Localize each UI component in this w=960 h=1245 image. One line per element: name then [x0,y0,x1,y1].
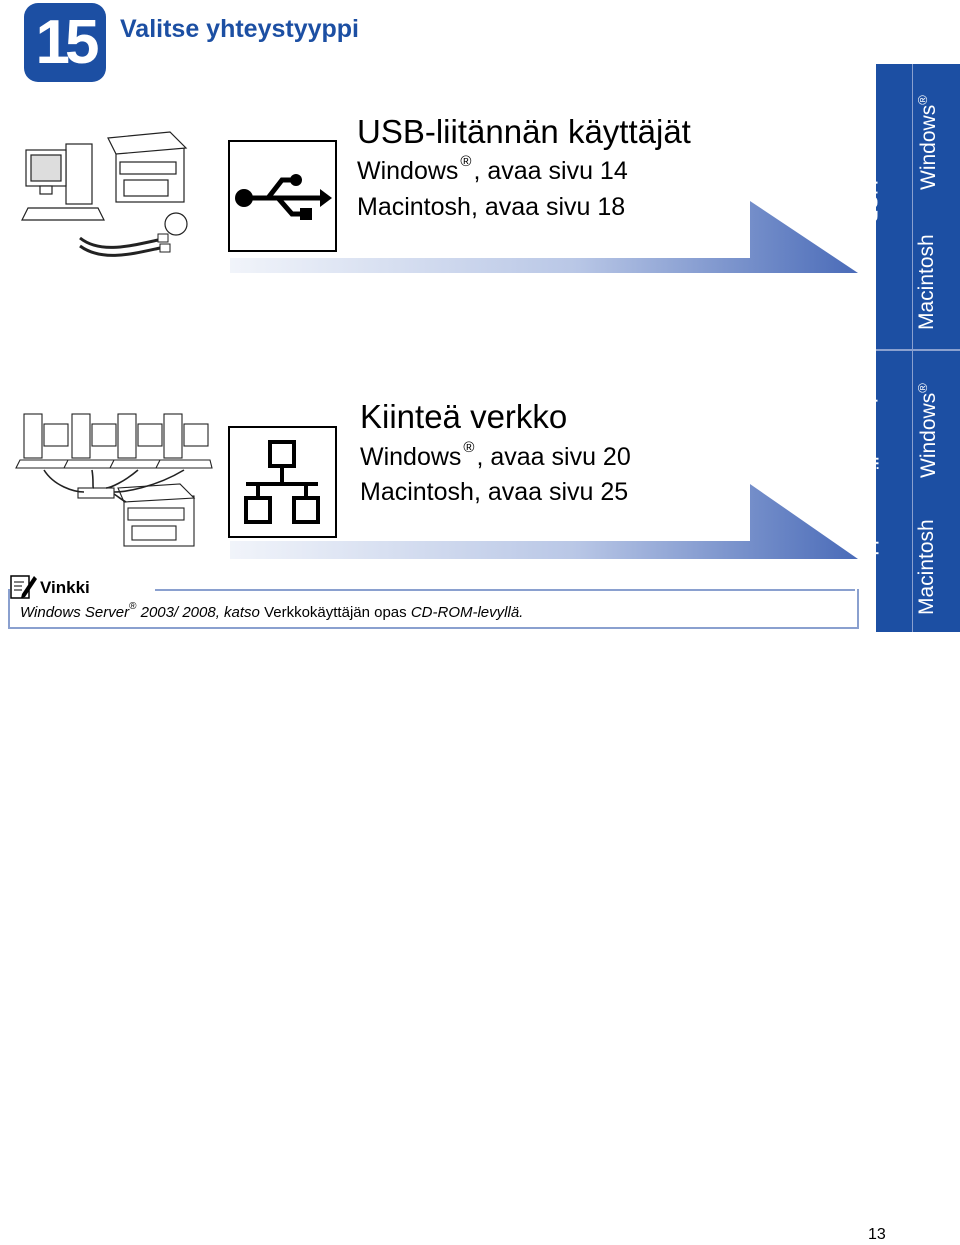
network-option-title: Kiinteä verkko [360,398,568,435]
step-title: Valitse yhteystyyppi [120,15,360,43]
usb-windows-line: Windows ®, avaa sivu 14 [357,153,628,185]
sidebar-lan-macintosh[interactable]: Macintosh [915,519,938,615]
network-icon [230,428,335,536]
page-number: 13 [868,1226,886,1243]
usb-icon [230,142,335,250]
step-number-badge: 15 [24,3,106,82]
sidebar-divider-vertical [912,64,913,632]
network-macintosh-line: Macintosh, avaa sivu 25 [360,478,629,506]
sidebar-usb-windows[interactable]: Windows® [915,95,940,190]
sidebar-tab-langallinen-verkko[interactable]: Langallinen verkko [858,398,881,574]
sidebar-tab-usb[interactable]: USB [858,180,881,224]
usb-icon-box [228,140,337,252]
network-icon-box [228,426,337,538]
sidebar-lan-windows[interactable]: Windows® [915,383,940,478]
network-windows-line: Windows ®, avaa sivu 20 [360,439,631,471]
sidebar-divider-horizontal [876,349,960,351]
note-text: Windows Server® 2003/ 2008, katso Verkkokäyttäjän opas CD-ROM-levyllä. [20,601,524,621]
usb-macintosh-line: Macintosh, avaa sivu 18 [357,193,626,221]
usb-option-title: USB-liitännän käyttäjät [357,113,691,150]
usb-setup-illustration [20,128,190,268]
sidebar-usb-macintosh[interactable]: Macintosh [915,234,938,330]
note-label: Vinkki [40,578,90,597]
wired-network-illustration [14,408,214,558]
